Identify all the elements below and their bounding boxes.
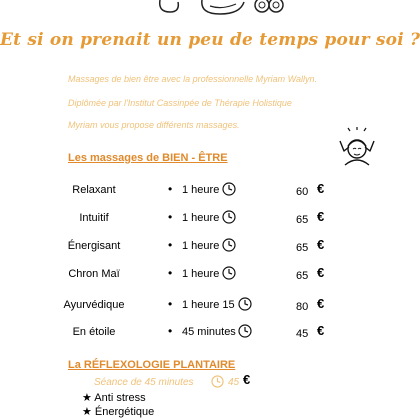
euro-symbol: €	[317, 323, 325, 338]
massage-row	[0, 209, 420, 229]
massage-price: 65	[296, 270, 309, 282]
clock-icon	[238, 297, 252, 311]
massage-row	[0, 296, 420, 316]
clock-icon	[211, 375, 224, 388]
massage-price: 45	[296, 328, 309, 340]
clock-icon	[222, 210, 236, 224]
bullet-icon: •	[168, 266, 173, 280]
massage-price: 80	[296, 301, 309, 313]
euro-symbol: €	[317, 181, 325, 196]
clock-icon	[222, 182, 236, 196]
bullet-icon: •	[168, 182, 173, 196]
massage-row	[0, 237, 420, 257]
massages-section-title: Les massages de BIEN - ÊTRE	[68, 152, 228, 164]
clock-icon	[222, 238, 236, 252]
massage-name: Ayurvédique	[63, 299, 125, 311]
euro-symbol: €	[317, 296, 325, 311]
massage-name: En étoile	[72, 326, 116, 338]
intro-line: Diplômée par l'Institut Cassinpée de Thérapie Holistique	[68, 98, 292, 108]
massage-duration: 1 heure	[182, 240, 220, 252]
decorative-top-illustration	[140, 0, 290, 20]
benefit-item: ★ Énergétique	[82, 406, 155, 418]
massage-name: Intuitif	[79, 212, 109, 224]
euro-symbol: €	[317, 209, 325, 224]
euro-symbol: €	[317, 237, 325, 252]
massage-name: Énergisant	[67, 240, 121, 252]
bullet-icon: •	[168, 324, 173, 338]
bullet-icon: •	[168, 210, 173, 224]
intro-line: Massages de bien être avec la professionnelle Myriam Wallyn.	[68, 74, 317, 84]
massage-price: 65	[296, 214, 309, 226]
massage-duration: 1 heure	[182, 212, 220, 224]
benefit-item: ★ Anti stress	[82, 392, 146, 404]
massage-duration: 1 heure	[182, 268, 220, 280]
reflexologie-section-title: La RÉFLEXOLOGIE PLANTAIRE	[68, 359, 236, 371]
bullet-icon: •	[168, 297, 173, 311]
bullet-icon: •	[168, 238, 173, 252]
session-price: 45	[228, 377, 240, 388]
massage-row	[0, 323, 420, 343]
massage-row	[0, 181, 420, 201]
massage-duration: 45 minutes	[182, 326, 236, 338]
intro-line: Myriam vous propose différents massages.	[68, 120, 240, 130]
clock-icon	[238, 324, 252, 338]
page-headline: Et si on prenait un peu de temps pour soi ?	[0, 30, 420, 50]
massage-name: Chron Maï	[68, 268, 120, 280]
massage-duration: 1 heure	[182, 184, 220, 196]
clock-icon	[222, 266, 236, 280]
massage-price: 60	[296, 186, 309, 198]
session-duration: Séance de 45 minutes	[94, 377, 194, 388]
massage-price: 65	[296, 242, 309, 254]
euro-symbol: €	[243, 372, 251, 387]
massage-duration: 1 heure 15	[182, 299, 235, 311]
massage-row	[0, 265, 420, 285]
massage-face-icon	[336, 127, 378, 167]
massage-name: Relaxant	[72, 184, 116, 196]
euro-symbol: €	[317, 265, 325, 280]
